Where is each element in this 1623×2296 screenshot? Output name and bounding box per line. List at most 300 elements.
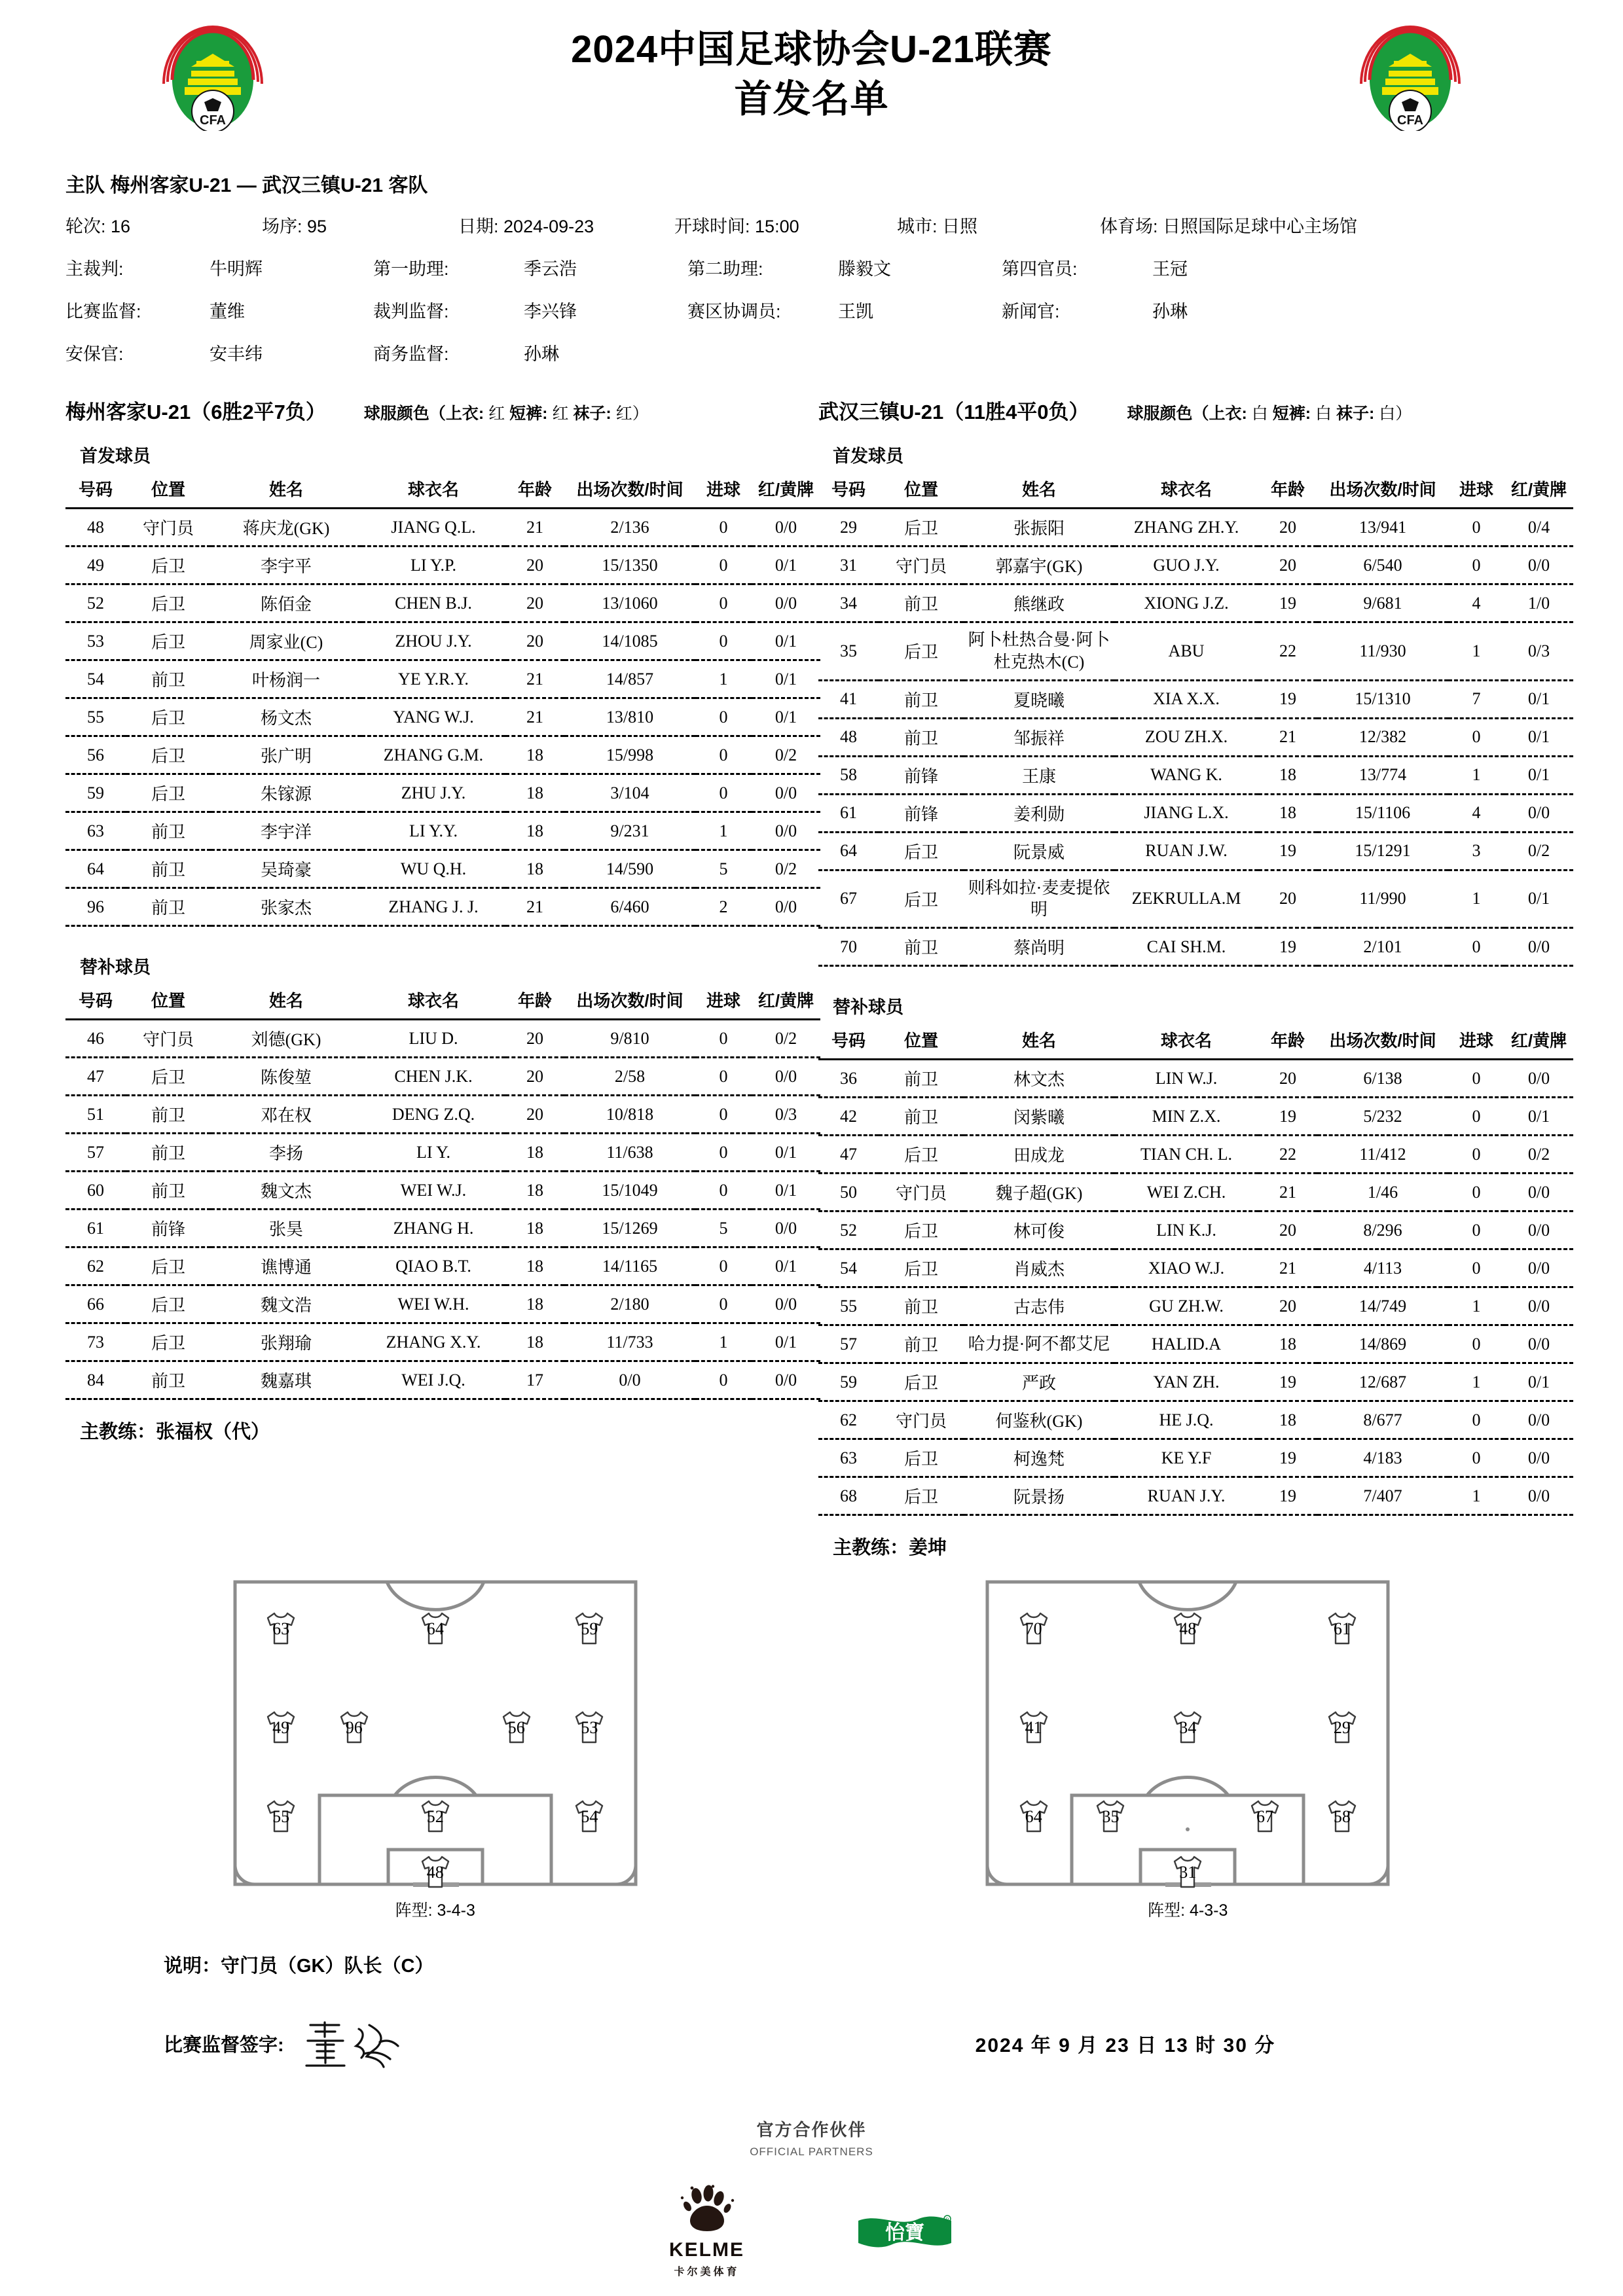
cell-apps: 2/180 bbox=[564, 1285, 695, 1323]
cell-name: 哈力提·阿不都艾尼 bbox=[964, 1325, 1114, 1363]
table-header-row bbox=[65, 985, 820, 1020]
cell-num: 29 bbox=[818, 509, 879, 547]
pitch-shirt-67 bbox=[1247, 1799, 1283, 1833]
cell-age: 21 bbox=[505, 509, 564, 547]
cell-num: 42 bbox=[818, 1098, 879, 1136]
cell-cards: 0/0 bbox=[752, 774, 820, 812]
cell-name: 蔡尚明 bbox=[964, 928, 1114, 966]
cell-pos: 前卫 bbox=[126, 812, 211, 850]
cell-pos: 前卫 bbox=[879, 680, 964, 718]
table-row bbox=[65, 509, 820, 547]
pitch-shirt-48 bbox=[1169, 1611, 1206, 1645]
cell-cards: 0/2 bbox=[752, 736, 820, 774]
cell-cards: 0/3 bbox=[1504, 622, 1573, 681]
table-row bbox=[818, 756, 1573, 794]
away-team-header bbox=[818, 395, 1571, 425]
cell-apps: 14/749 bbox=[1317, 1287, 1448, 1325]
cell-shirt: ZHANG G.M. bbox=[361, 736, 505, 774]
cell-cards: 0/1 bbox=[1504, 756, 1573, 794]
table-row bbox=[818, 584, 1573, 622]
table-row bbox=[818, 1060, 1573, 1098]
cell-cards: 0/1 bbox=[752, 547, 820, 584]
pitch-shirt-55 bbox=[263, 1799, 299, 1833]
cell-cards: 0/3 bbox=[752, 1096, 820, 1134]
cell-age: 18 bbox=[1258, 1325, 1317, 1363]
cell-pos: 守门员 bbox=[879, 1401, 964, 1439]
table-row bbox=[818, 870, 1573, 928]
cell-goals: 0 bbox=[695, 1096, 752, 1134]
cell-cards: 0/0 bbox=[1504, 928, 1573, 966]
home-kit-socks: 红） bbox=[615, 404, 649, 423]
cell-goals: 1 bbox=[1448, 1477, 1504, 1515]
cell-age: 18 bbox=[505, 1247, 564, 1285]
cell-name: 魏文杰 bbox=[211, 1172, 361, 1210]
referee-value: 牛明辉 bbox=[210, 259, 263, 279]
cell-apps: 11/638 bbox=[564, 1134, 695, 1172]
cell-goals: 0 bbox=[1448, 1439, 1504, 1477]
table-row bbox=[65, 698, 820, 736]
pitch-shirt-number: 49 bbox=[272, 1717, 290, 1737]
cell-name: 刘德(GK) bbox=[211, 1020, 361, 1058]
cell-shirt: LIN W.J. bbox=[1114, 1060, 1258, 1098]
table-row bbox=[65, 850, 820, 888]
cell-apps: 9/681 bbox=[1317, 584, 1448, 622]
away-subs-title: 替补球员 bbox=[833, 997, 903, 1018]
table-row bbox=[65, 1172, 820, 1210]
table-row bbox=[818, 1439, 1573, 1477]
cell-pos: 后卫 bbox=[126, 622, 211, 660]
cell-cards: 0/0 bbox=[752, 812, 820, 850]
table-row bbox=[65, 1247, 820, 1285]
cell-shirt: LIN K.J. bbox=[1114, 1211, 1258, 1249]
security-officer-value: 安丰纬 bbox=[210, 344, 263, 364]
cell-num: 36 bbox=[818, 1060, 879, 1098]
home-kit-shorts-label: 短裤: bbox=[509, 404, 548, 423]
cell-name: 蒋庆龙(GK) bbox=[211, 509, 361, 547]
cell-age: 19 bbox=[1258, 1363, 1317, 1401]
cell-shirt: HALID.A bbox=[1114, 1325, 1258, 1363]
col-age: 年龄 bbox=[505, 474, 564, 509]
yibao-logo bbox=[856, 2212, 954, 2252]
pitch-shirt-number: 96 bbox=[345, 1717, 363, 1737]
referee-label: 主裁判: bbox=[65, 259, 124, 279]
cell-cards: 0/1 bbox=[1504, 718, 1573, 756]
kelme-logo bbox=[669, 2185, 744, 2278]
table-row bbox=[818, 1249, 1573, 1287]
cell-pos: 后卫 bbox=[879, 1136, 964, 1174]
col-name: 姓名 bbox=[211, 985, 361, 1020]
cell-name: 肖威杰 bbox=[964, 1249, 1114, 1287]
cell-name: 张广明 bbox=[211, 736, 361, 774]
pitch-shirt-70 bbox=[1015, 1611, 1052, 1645]
table-header-row bbox=[65, 474, 820, 509]
cell-pos: 后卫 bbox=[879, 1363, 964, 1401]
away-kit-shorts: 白 bbox=[1315, 404, 1332, 423]
kickoff-label: 开球时间: bbox=[674, 217, 750, 236]
pitch-shirt-number: 34 bbox=[1179, 1717, 1197, 1737]
table-row bbox=[65, 1285, 820, 1323]
cell-goals: 5 bbox=[695, 850, 752, 888]
cell-num: 50 bbox=[818, 1174, 879, 1211]
cell-name: 古志伟 bbox=[964, 1287, 1114, 1325]
cell-age: 18 bbox=[505, 736, 564, 774]
cell-shirt: LI Y. bbox=[361, 1134, 505, 1172]
cell-name: 田成龙 bbox=[964, 1136, 1114, 1174]
pitch-shirt-31 bbox=[1169, 1855, 1206, 1889]
cfa-logo-right bbox=[1355, 20, 1466, 131]
cell-age: 18 bbox=[505, 1285, 564, 1323]
col-shirtname: 球衣名 bbox=[361, 474, 505, 509]
cell-num: 59 bbox=[65, 774, 126, 812]
cell-age: 19 bbox=[1258, 584, 1317, 622]
cell-goals: 0 bbox=[695, 1247, 752, 1285]
cell-num: 56 bbox=[65, 736, 126, 774]
cell-shirt: ZOU ZH.X. bbox=[1114, 718, 1258, 756]
cell-age: 20 bbox=[505, 547, 564, 584]
cell-cards: 0/1 bbox=[752, 1323, 820, 1361]
cell-shirt: YE Y.R.Y. bbox=[361, 660, 505, 698]
pitch-shirt-63 bbox=[263, 1611, 299, 1645]
cell-apps: 0/0 bbox=[564, 1361, 695, 1399]
cell-age: 21 bbox=[1258, 718, 1317, 756]
table-row bbox=[65, 736, 820, 774]
cell-shirt: XIA X.X. bbox=[1114, 680, 1258, 718]
table-row bbox=[65, 584, 820, 622]
pitch-shirt-number: 29 bbox=[1333, 1717, 1351, 1737]
cell-cards: 0/0 bbox=[1504, 1401, 1573, 1439]
cell-age: 18 bbox=[505, 1323, 564, 1361]
svg-text:CFA: CFA bbox=[200, 113, 226, 128]
col-position: 位置 bbox=[879, 474, 964, 509]
cell-goals: 0 bbox=[695, 584, 752, 622]
area-coordinator-value: 王凯 bbox=[838, 302, 873, 321]
match-info bbox=[65, 169, 1558, 365]
pitch-shirt-number: 54 bbox=[581, 1807, 598, 1827]
cell-goals: 3 bbox=[1448, 832, 1504, 870]
city-value: 日照 bbox=[942, 217, 978, 236]
cell-name: 阮景威 bbox=[964, 832, 1114, 870]
cell-shirt: LI Y.Y. bbox=[361, 812, 505, 850]
col-apps: 出场次数/时间 bbox=[564, 985, 695, 1020]
cell-pos: 后卫 bbox=[879, 509, 964, 547]
cell-num: 96 bbox=[65, 888, 126, 926]
col-age: 年龄 bbox=[1258, 1025, 1317, 1060]
table-row bbox=[818, 622, 1573, 681]
cell-cards: 0/0 bbox=[752, 1058, 820, 1096]
cell-age: 19 bbox=[1258, 680, 1317, 718]
cell-shirt: XIONG J.Z. bbox=[1114, 584, 1258, 622]
cell-apps: 8/677 bbox=[1317, 1401, 1448, 1439]
pitch-shirt-35 bbox=[1092, 1799, 1129, 1833]
assistant2-label: 第二助理: bbox=[687, 259, 763, 279]
home-formation-label: 阵型: 3-4-3 bbox=[395, 1901, 475, 1920]
cell-age: 21 bbox=[1258, 1249, 1317, 1287]
cell-apps: 2/58 bbox=[564, 1058, 695, 1096]
pitch-shirt-64 bbox=[1015, 1799, 1052, 1833]
cell-cards: 0/0 bbox=[1504, 1211, 1573, 1249]
assistant1-label: 第一助理: bbox=[373, 259, 449, 279]
pitch-shirt-number: 64 bbox=[426, 1619, 444, 1639]
away-team-name: 武汉三镇U-21（11胜4平0负） bbox=[818, 401, 1089, 423]
cell-shirt: JIANG L.X. bbox=[1114, 794, 1258, 832]
col-shirtname: 球衣名 bbox=[361, 985, 505, 1020]
press-officer-value: 孙琳 bbox=[1152, 302, 1188, 321]
cell-cards: 0/0 bbox=[752, 1285, 820, 1323]
away-pitch bbox=[985, 1579, 1391, 1887]
cell-cards: 0/2 bbox=[752, 850, 820, 888]
cell-num: 54 bbox=[818, 1249, 879, 1287]
title-line-2: 首发名单 bbox=[734, 77, 889, 120]
cell-apps: 7/407 bbox=[1317, 1477, 1448, 1515]
cell-shirt: DENG Z.Q. bbox=[361, 1096, 505, 1134]
table-row bbox=[65, 1134, 820, 1172]
cell-age: 20 bbox=[1258, 547, 1317, 584]
kelme-name-cn: 卡尔美体育 bbox=[674, 2267, 740, 2278]
table-row bbox=[65, 1096, 820, 1134]
col-cards: 红/黄牌 bbox=[1504, 1025, 1573, 1060]
cell-goals: 0 bbox=[1448, 1249, 1504, 1287]
away-coach: 主教练：姜坤 bbox=[833, 1537, 947, 1559]
pitch-shirt-41 bbox=[1015, 1710, 1052, 1744]
cell-apps: 15/1049 bbox=[564, 1172, 695, 1210]
cell-num: 34 bbox=[818, 584, 879, 622]
pitch-shirt-number: 41 bbox=[1025, 1717, 1042, 1737]
home-coach: 主教练：张福权（代） bbox=[80, 1422, 270, 1443]
assistant2-value: 滕毅文 bbox=[838, 259, 891, 279]
cell-num: 55 bbox=[818, 1287, 879, 1325]
cell-apps: 6/138 bbox=[1317, 1060, 1448, 1098]
cell-age: 18 bbox=[505, 774, 564, 812]
cell-goals: 0 bbox=[695, 1285, 752, 1323]
cell-name: 阮景扬 bbox=[964, 1477, 1114, 1515]
cell-name: 张振阳 bbox=[964, 509, 1114, 547]
cell-num: 73 bbox=[65, 1323, 126, 1361]
cell-apps: 2/101 bbox=[1317, 928, 1448, 966]
cell-pos: 后卫 bbox=[879, 622, 964, 681]
pitch-shirt-number: 67 bbox=[1256, 1807, 1274, 1827]
pitch-shirt-number: 64 bbox=[1025, 1807, 1042, 1827]
cell-shirt: ABU bbox=[1114, 622, 1258, 681]
cell-goals: 0 bbox=[695, 1020, 752, 1058]
pitch-shirt-number: 63 bbox=[272, 1619, 290, 1639]
home-starters-table bbox=[65, 474, 820, 927]
cell-age: 19 bbox=[1258, 1439, 1317, 1477]
cell-name: 李宇洋 bbox=[211, 812, 361, 850]
away-starters-title: 首发球员 bbox=[833, 446, 903, 466]
cell-age: 20 bbox=[505, 1020, 564, 1058]
cell-pos: 后卫 bbox=[879, 1249, 964, 1287]
cell-name: 张翔瑜 bbox=[211, 1323, 361, 1361]
cell-shirt: ZEKRULLA.M bbox=[1114, 870, 1258, 928]
table-row bbox=[818, 1174, 1573, 1211]
cell-apps: 5/232 bbox=[1317, 1098, 1448, 1136]
cell-apps: 9/810 bbox=[564, 1020, 695, 1058]
cell-num: 47 bbox=[65, 1058, 126, 1096]
pitch-shirt-number: 31 bbox=[1179, 1862, 1197, 1882]
cell-cards: 0/0 bbox=[752, 509, 820, 547]
pitch-shirt-56 bbox=[498, 1710, 535, 1744]
table-row bbox=[65, 1361, 820, 1399]
cell-pos: 前卫 bbox=[879, 1098, 964, 1136]
cell-age: 21 bbox=[505, 888, 564, 926]
cell-name: 朱镓源 bbox=[211, 774, 361, 812]
pitch-shirt-34 bbox=[1169, 1710, 1206, 1744]
cell-apps: 11/412 bbox=[1317, 1136, 1448, 1174]
cell-cards: 0/1 bbox=[752, 1172, 820, 1210]
date-value: 2024-09-23 bbox=[503, 217, 594, 236]
pitch-shirt-48 bbox=[417, 1855, 454, 1889]
cell-cards: 0/0 bbox=[1504, 794, 1573, 832]
cell-goals: 0 bbox=[695, 547, 752, 584]
svg-text:CFA: CFA bbox=[1397, 113, 1423, 128]
cell-cards: 0/0 bbox=[1504, 1439, 1573, 1477]
cell-num: 61 bbox=[65, 1210, 126, 1247]
cell-name: 周家业(C) bbox=[211, 622, 361, 660]
col-name: 姓名 bbox=[964, 474, 1114, 509]
cell-goals: 0 bbox=[695, 622, 752, 660]
cell-pos: 前锋 bbox=[879, 794, 964, 832]
cell-goals: 0 bbox=[695, 1172, 752, 1210]
cell-pos: 后卫 bbox=[126, 1323, 211, 1361]
away-kit-label: 球服颜色（上衣: bbox=[1127, 404, 1247, 423]
table-header-row bbox=[818, 1025, 1573, 1060]
cell-shirt: ZHANG X.Y. bbox=[361, 1323, 505, 1361]
away-kit-shorts-label: 短裤: bbox=[1272, 404, 1311, 423]
cell-num: 63 bbox=[65, 812, 126, 850]
cell-shirt: ZHANG H. bbox=[361, 1210, 505, 1247]
cell-shirt: GUO J.Y. bbox=[1114, 547, 1258, 584]
table-row bbox=[65, 812, 820, 850]
cell-shirt: KE Y.F bbox=[1114, 1439, 1258, 1477]
col-age: 年龄 bbox=[1258, 474, 1317, 509]
signature-row bbox=[164, 2016, 1558, 2071]
cell-cards: 0/1 bbox=[1504, 1098, 1573, 1136]
cell-pos: 守门员 bbox=[879, 1174, 964, 1211]
cell-cards: 0/0 bbox=[1504, 1249, 1573, 1287]
signature-label: 比赛监督签字: bbox=[164, 2034, 284, 2056]
cell-num: 62 bbox=[818, 1401, 879, 1439]
cell-goals: 4 bbox=[1448, 584, 1504, 622]
cell-goals: 1 bbox=[1448, 622, 1504, 681]
cell-age: 18 bbox=[1258, 1401, 1317, 1439]
away-kit-shirt: 白 bbox=[1251, 404, 1268, 423]
cell-name: 魏文浩 bbox=[211, 1285, 361, 1323]
cell-pos: 前卫 bbox=[126, 660, 211, 698]
cell-name: 阿卜杜热合曼·阿卜杜克热木(C) bbox=[964, 622, 1114, 681]
cell-cards: 0/4 bbox=[1504, 509, 1573, 547]
stadium-label: 体育场: bbox=[1100, 217, 1158, 236]
cell-shirt: XIAO W.J. bbox=[1114, 1249, 1258, 1287]
cell-pos: 后卫 bbox=[126, 774, 211, 812]
cell-num: 64 bbox=[65, 850, 126, 888]
table-row bbox=[818, 1325, 1573, 1363]
home-team-name: 梅州客家U-21（6胜2平7负） bbox=[65, 401, 326, 423]
commercial-supervisor-label: 商务监督: bbox=[373, 344, 449, 364]
cell-num: 84 bbox=[65, 1361, 126, 1399]
table-row bbox=[65, 660, 820, 698]
table-row bbox=[818, 718, 1573, 756]
cell-age: 17 bbox=[505, 1361, 564, 1399]
cell-goals: 2 bbox=[695, 888, 752, 926]
assistant1-value: 季云浩 bbox=[524, 259, 577, 279]
kelme-name: KELME bbox=[669, 2239, 744, 2261]
cell-num: 31 bbox=[818, 547, 879, 584]
col-apps: 出场次数/时间 bbox=[1317, 1025, 1448, 1060]
table-row bbox=[818, 794, 1573, 832]
home-kit-label: 球服颜色（上衣: bbox=[363, 404, 484, 423]
cell-shirt: WEI Z.CH. bbox=[1114, 1174, 1258, 1211]
pitch-shirt-number: 48 bbox=[426, 1862, 444, 1882]
cell-goals: 1 bbox=[1448, 1363, 1504, 1401]
round-label: 轮次: bbox=[65, 217, 106, 236]
cell-name: 魏嘉琪 bbox=[211, 1361, 361, 1399]
table-row bbox=[65, 1058, 820, 1096]
cell-name: 严政 bbox=[964, 1363, 1114, 1401]
col-position: 位置 bbox=[126, 474, 211, 509]
table-row bbox=[65, 774, 820, 812]
away-kit-socks: 白） bbox=[1379, 404, 1412, 423]
fourth-official-value: 王冠 bbox=[1152, 259, 1188, 279]
cell-shirt: TIAN CH. L. bbox=[1114, 1136, 1258, 1174]
table-row bbox=[65, 622, 820, 660]
cell-shirt: GU ZH.W. bbox=[1114, 1287, 1258, 1325]
home-pitch bbox=[232, 1579, 638, 1887]
cell-pos: 守门员 bbox=[126, 1020, 211, 1058]
table-row bbox=[65, 1323, 820, 1361]
pitch-shirt-number: 56 bbox=[507, 1717, 525, 1737]
cell-age: 19 bbox=[1258, 832, 1317, 870]
cell-apps: 8/296 bbox=[1317, 1211, 1448, 1249]
cell-num: 41 bbox=[818, 680, 879, 718]
match-supervisor-label: 比赛监督: bbox=[65, 302, 141, 321]
cell-goals: 0 bbox=[695, 736, 752, 774]
cell-goals: 1 bbox=[1448, 756, 1504, 794]
cell-apps: 15/1310 bbox=[1317, 680, 1448, 718]
cell-shirt: ZHU J.Y. bbox=[361, 774, 505, 812]
col-apps: 出场次数/时间 bbox=[564, 474, 695, 509]
cell-name: 杨文杰 bbox=[211, 698, 361, 736]
cell-goals: 0 bbox=[695, 1134, 752, 1172]
cell-age: 18 bbox=[505, 812, 564, 850]
col-cards: 红/黄牌 bbox=[752, 474, 820, 509]
col-goals: 进球 bbox=[695, 474, 752, 509]
cell-goals: 0 bbox=[1448, 1211, 1504, 1249]
cell-name: 李扬 bbox=[211, 1134, 361, 1172]
cell-pos: 后卫 bbox=[879, 870, 964, 928]
cell-age: 19 bbox=[1258, 928, 1317, 966]
col-shirtname: 球衣名 bbox=[1114, 1025, 1258, 1060]
cell-num: 63 bbox=[818, 1439, 879, 1477]
pitch-shirt-58 bbox=[1324, 1799, 1360, 1833]
partners-title-en: OFFICIAL PARTNERS bbox=[750, 2145, 873, 2159]
cell-num: 46 bbox=[65, 1020, 126, 1058]
order-value: 95 bbox=[307, 217, 327, 236]
cell-cards: 0/2 bbox=[752, 1020, 820, 1058]
cell-apps: 15/1106 bbox=[1317, 794, 1448, 832]
cell-goals: 0 bbox=[1448, 1401, 1504, 1439]
formation-diagrams bbox=[65, 1579, 1558, 1921]
col-number: 号码 bbox=[65, 474, 126, 509]
cell-name: 张家杰 bbox=[211, 888, 361, 926]
pitch-shirt-96 bbox=[336, 1710, 373, 1744]
cell-cards: 0/0 bbox=[1504, 547, 1573, 584]
match-info-officials bbox=[65, 255, 1558, 365]
cell-name: 陈俊堃 bbox=[211, 1058, 361, 1096]
cell-apps: 10/818 bbox=[564, 1096, 695, 1134]
table-row bbox=[818, 1287, 1573, 1325]
cell-age: 21 bbox=[505, 698, 564, 736]
cell-num: 55 bbox=[65, 698, 126, 736]
